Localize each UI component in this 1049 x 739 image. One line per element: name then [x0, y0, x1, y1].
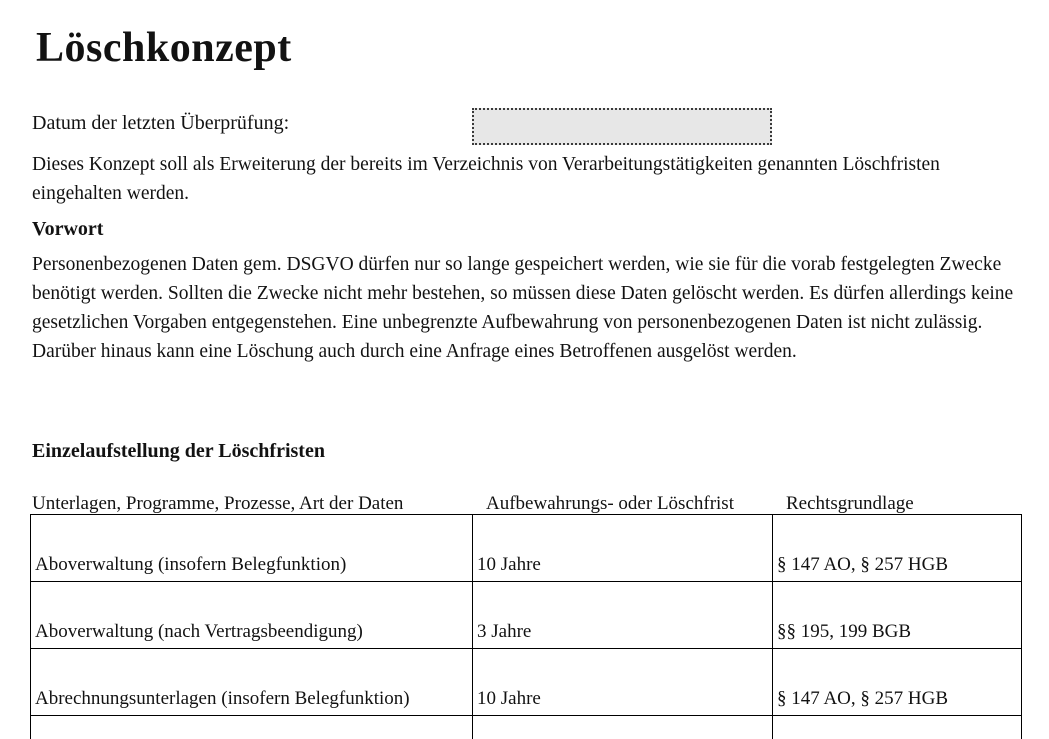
table-row — [31, 515, 1022, 582]
column-header-retention-period: Aufbewahrungs- oder Löschfrist — [486, 493, 734, 514]
table-row — [31, 716, 1022, 739]
cell-legal-basis: §§ 195, 199 BGB — [773, 582, 1022, 649]
column-header-legal-basis: Rechtsgrundlage — [786, 493, 914, 514]
cell-data-type: Aboverwaltung (insofern Belegfunktion) — [31, 515, 473, 582]
section-heading: Einzelaufstellung der Löschfristen — [32, 440, 325, 462]
cell-legal-basis: § 147 AO, § 257 HGB — [773, 649, 1022, 716]
cell-data-type — [31, 716, 473, 739]
cell-retention-period: 3 Jahre — [473, 582, 773, 649]
cell-retention-period: 10 Jahre — [473, 649, 773, 716]
cell-legal-basis — [773, 716, 1022, 739]
date-review-input[interactable] — [472, 108, 772, 145]
table-header-row — [30, 493, 1021, 515]
table-row — [31, 582, 1022, 649]
cell-retention-period — [473, 716, 773, 739]
retention-periods-table — [30, 514, 1022, 739]
cell-data-type: Abrechnungsunterlagen (insofern Belegfunktion) — [31, 649, 473, 716]
vorwort-heading: Vorwort — [32, 218, 104, 240]
cell-legal-basis: § 147 AO, § 257 HGB — [773, 515, 1022, 582]
date-review-label: Datum der letzten Überprüfung: — [32, 112, 290, 134]
intro-paragraph: Dieses Konzept soll als Erweiterung der bereits im Verzeichnis von Verarbeitungstätigkeiten genannten Löschfristen eingehalten werden. — [32, 154, 940, 204]
cell-retention-period: 10 Jahre — [473, 515, 773, 582]
cell-data-type: Aboverwaltung (nach Vertragsbeendigung) — [31, 582, 473, 649]
vorwort-paragraph: Personenbezogenen Daten gem. DSGVO dürfen nur so lange gespeichert werden, wie sie für die vorab festgelegten Zwecke benötigt werden. Sollten die Zwecke nicht mehr bestehen, so müssen diese Daten gelöscht werden. Es dürfen allerdings keine gesetzlichen Vorgaben entgegenstehen. Eine unbegrenzte Aufbewahrung von personenbezogenen Daten ist nicht zulässig. Darüber hinaus kann eine Löschung auch durch eine Anfrage eines Betroffenen ausgelöst werden. — [32, 254, 1014, 362]
column-header-data-types: Unterlagen, Programme, Prozesse, Art der Daten — [32, 493, 404, 514]
table-row — [31, 649, 1022, 716]
page-title: Löschkonzept — [36, 25, 292, 71]
